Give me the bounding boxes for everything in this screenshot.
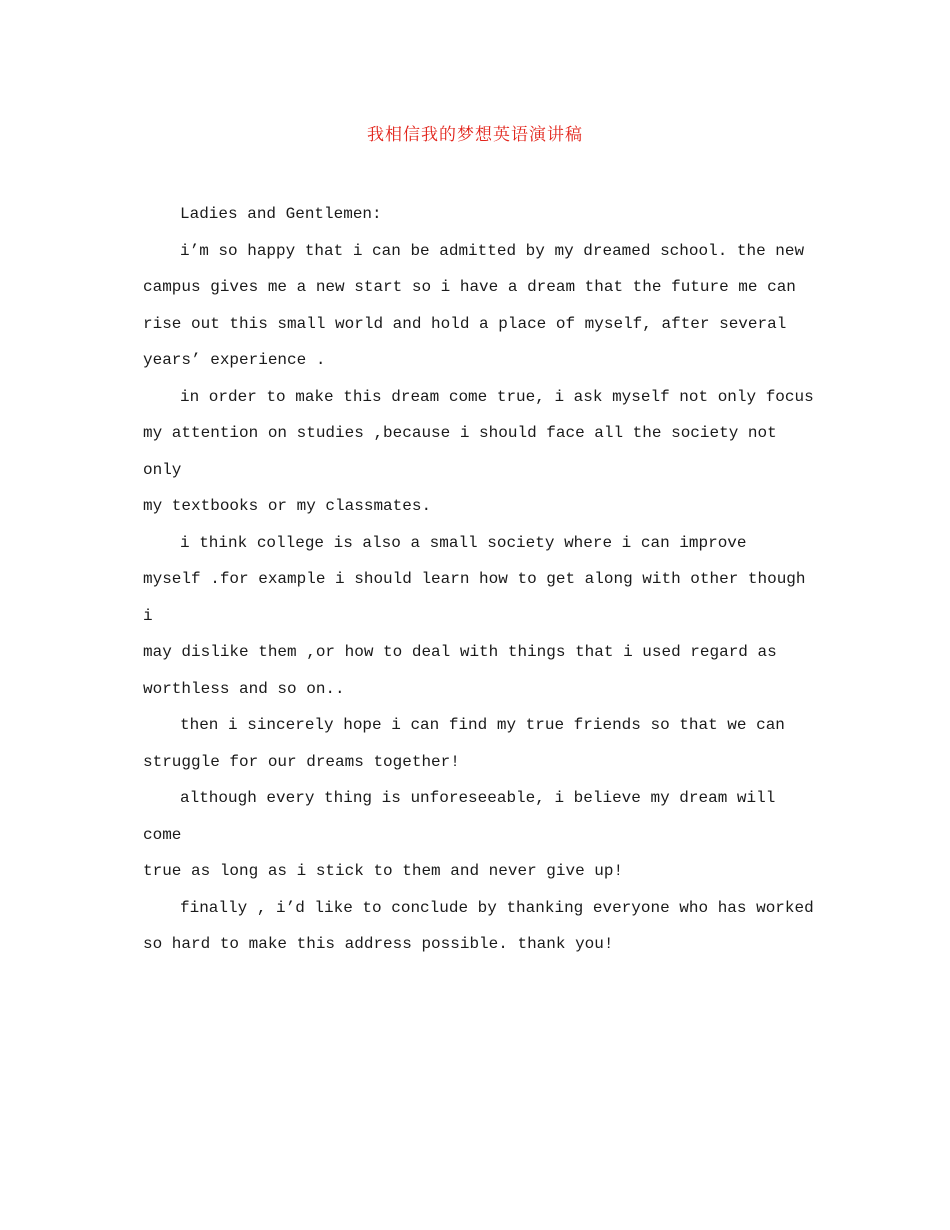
paragraph-line: then i sincerely hope i can find my true friends so that we can (180, 716, 785, 734)
paragraph-line: although every thing is unforeseeable, i believe my dream will come (143, 789, 785, 844)
paragraph-line: campus gives me a new start so i have a dream that the future me can (143, 278, 796, 296)
salutation: Ladies and Gentlemen: (180, 205, 382, 223)
paragraph-line: i’m so happy that i can be admitted by my dreamed school. the new (180, 241, 805, 260)
paragraph-line: so hard to make this address possible. thank you! (143, 935, 614, 953)
paragraph-line: worthless and so on.. (143, 679, 345, 698)
paragraph-line: my attention on studies ,because i should face all the society not only (143, 424, 787, 479)
paragraph-2 (143, 379, 815, 525)
paragraph-line: myself .for example i should learn how to get along with other though i (143, 570, 816, 625)
paragraph-line: rise out this small world and hold a place of myself, after several (143, 314, 787, 333)
paragraph-line: in order to make this dream come true, i ask myself not only focus (180, 387, 814, 406)
paragraph-5 (143, 780, 815, 890)
paragraph-3 (143, 525, 815, 708)
document-title: 我相信我的梦想英语演讲稿 (367, 125, 583, 145)
paragraph-line: years’ experience . (143, 351, 326, 369)
paragraph-line: true as long as i stick to them and never give up! (143, 862, 624, 880)
paragraph-line: may dislike them ,or how to deal with things that i used regard as (143, 643, 777, 661)
paragraph-1 (143, 233, 815, 379)
paragraph-line: struggle for our dreams together! (143, 752, 460, 771)
paragraph-line: finally , i’d like to conclude by thanking everyone who has worked (180, 898, 814, 917)
paragraph-line: i think college is also a small society where i can improve (180, 533, 747, 552)
paragraph-line: my textbooks or my classmates. (143, 497, 432, 515)
paragraph-4 (143, 707, 815, 780)
paragraph-6 (143, 890, 815, 963)
document-body (143, 196, 815, 963)
